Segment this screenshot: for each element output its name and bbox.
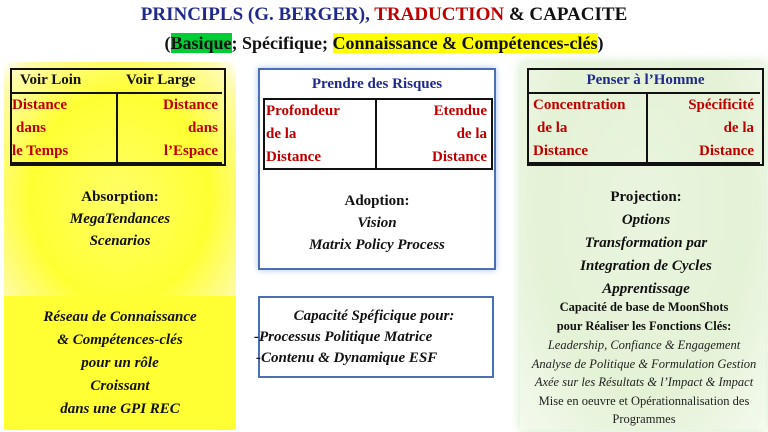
right-bottom-line-1: Leadership, Confiance & Engagement <box>547 338 741 352</box>
left-cell-temps-line-2: dans <box>16 120 47 136</box>
right-bottom-title-2: pour Réaliser les Fonctions Clés: <box>556 319 732 333</box>
subtitle-basique: Basique <box>170 33 232 53</box>
left-cell-espace-line-2: dans <box>187 120 218 136</box>
right-cell-specificite <box>650 94 754 163</box>
left-table-divider <box>116 92 118 164</box>
subtitle-close: ) <box>597 33 604 53</box>
right-bottom-line-3: Axée sur les Résultats & l’Impact & Impact <box>534 375 754 389</box>
right-projection-line-2: Transformation par <box>584 235 708 251</box>
page-title <box>0 4 768 26</box>
right-projection-line-1: Options <box>621 212 671 228</box>
right-cell-concentration-line-3: Distance <box>533 143 588 159</box>
left-bottom-line-5: dans une GPI REC <box>60 401 180 417</box>
middle-adoption-line-2: Matrix Policy Process <box>309 237 445 253</box>
right-bottom-line-2: Analyse de Politique & Formulation Gestion <box>531 356 757 371</box>
left-absorption-title: Absorption: <box>81 189 159 205</box>
subtitle-open: ( <box>164 33 171 53</box>
left-cell-temps-line-1: Distance <box>12 97 67 113</box>
left-header-voir-loin: Voir Loin <box>20 72 82 88</box>
left-bottom-block <box>4 306 236 421</box>
left-cell-temps <box>12 94 68 163</box>
middle-bottom-line-2: -Processus Politique Matrice <box>254 329 433 345</box>
middle-header: Prendre des Risques <box>311 76 443 92</box>
title-part-1: PRINCIPLS (G. BERGER), <box>140 4 375 25</box>
right-projection-title: Projection: <box>610 189 682 205</box>
right-cell-concentration-line-1: Concentration <box>533 97 626 113</box>
left-cell-espace-line-3: l’Espace <box>163 143 218 159</box>
right-bottom-block <box>522 298 766 429</box>
left-bottom-line-2: & Compétences-clés <box>57 332 183 348</box>
right-header: Penser à l’Homme <box>586 72 705 88</box>
left-distance-table <box>10 68 226 166</box>
title-part-3: & CAPACITE <box>504 4 628 25</box>
title-part-2: TRADUCTION <box>374 4 505 25</box>
right-cell-concentration <box>533 94 626 163</box>
middle-cell-etendue-line-3: Distance <box>432 149 487 165</box>
middle-cell-profondeur <box>266 100 340 169</box>
left-bottom-line-1: Réseau de Connaissance <box>43 309 197 325</box>
right-projection-block <box>530 186 762 288</box>
middle-bottom-block <box>254 306 494 369</box>
right-bottom-title-1: Capacité de base de MoonShots <box>559 300 729 314</box>
right-projection-line-3: Integration de Cycles <box>580 258 712 274</box>
left-bottom-line-3: pour un rôle <box>81 355 159 371</box>
left-absorption-block <box>20 186 220 252</box>
right-cell-specificite-line-1: Spécificité <box>688 97 754 113</box>
right-cell-concentration-line-2: de la <box>537 120 568 136</box>
middle-adoption-line-1: Vision <box>357 215 397 231</box>
left-absorption-line-2: Scenarios <box>89 233 151 249</box>
middle-cell-etendue-line-1: Etendue <box>433 103 487 119</box>
right-cell-specificite-line-2: de la <box>723 120 754 136</box>
left-bottom-line-4: Croissant <box>90 378 150 394</box>
left-cell-espace-line-1: Distance <box>163 97 218 113</box>
middle-bottom-box <box>254 296 494 378</box>
left-cell-temps-line-3: le Temps <box>12 143 69 159</box>
page-subtitle <box>0 33 768 54</box>
right-bottom-line-4: Mise en oeuvre et Opérationnalisation des <box>538 393 750 408</box>
right-table-divider <box>646 92 648 164</box>
middle-bottom-line-3: -Contenu & Dynamique ESF <box>256 350 438 366</box>
right-projection-line-4 <box>530 278 762 288</box>
middle-risk-box <box>258 68 496 270</box>
middle-table-divider <box>375 98 377 170</box>
left-absorption-line-1: MegaTendances <box>69 211 171 227</box>
middle-cell-profondeur-line-2: de la <box>266 126 297 142</box>
left-cell-espace <box>120 94 218 163</box>
subtitle-connaissance: Connaissance & Compétences-clés <box>332 33 598 53</box>
right-bottom-line-5: Programmes <box>612 412 676 426</box>
subtitle-mid: ; Spécifique; <box>231 33 333 53</box>
middle-cell-profondeur-line-3: Distance <box>266 149 321 165</box>
right-distance-table <box>527 68 764 166</box>
middle-cell-profondeur-line-1: Profondeur <box>266 103 340 119</box>
middle-cell-etendue-line-2: de la <box>456 126 487 142</box>
middle-adoption-title: Adoption: <box>344 193 410 209</box>
left-header-voir-large: Voir Large <box>126 72 196 88</box>
middle-cell-etendue <box>379 100 487 169</box>
right-cell-specificite-line-3: Distance <box>699 143 754 159</box>
middle-bottom-line-1: Capacité Spéficique pour: <box>293 308 455 324</box>
middle-adoption-block <box>260 190 494 256</box>
